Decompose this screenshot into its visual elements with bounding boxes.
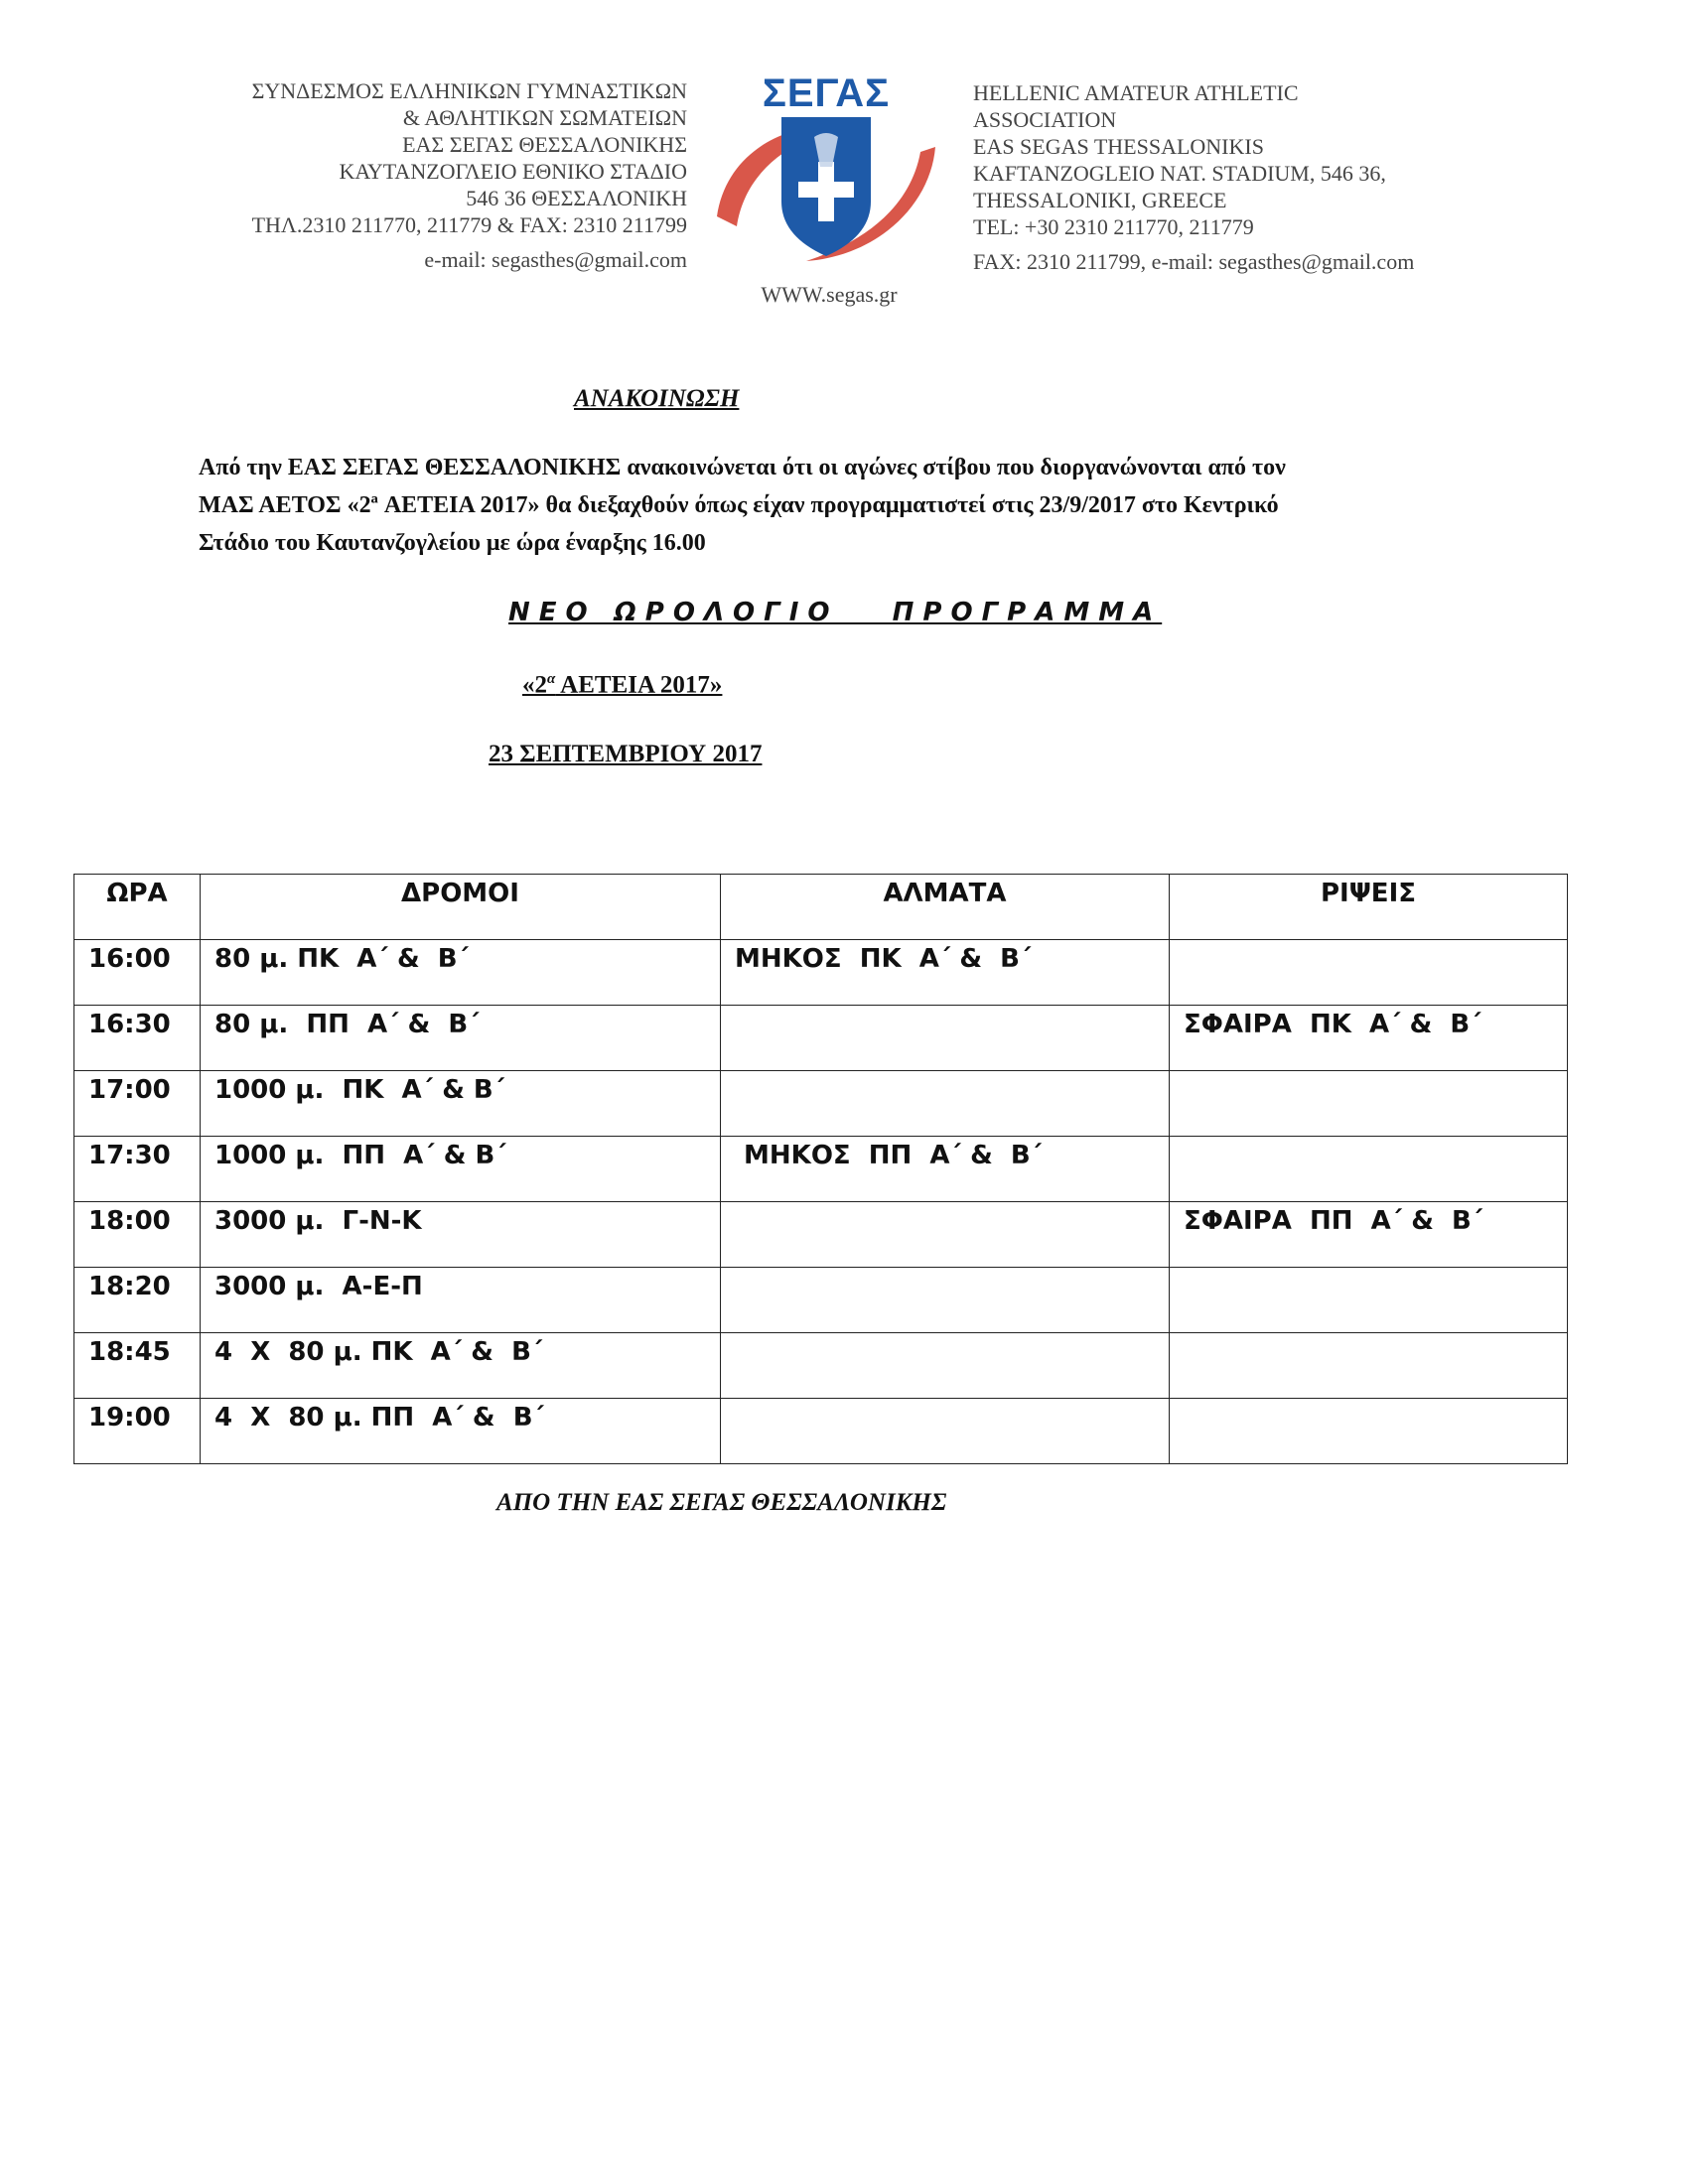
logo-emblem-icon bbox=[707, 107, 945, 266]
footer-signature: ΑΠΟ ΤΗΝ ΕΑΣ ΣΕΓΑΣ ΘΕΣΣΑΛΟΝΙΚΗΣ bbox=[496, 1489, 947, 1516]
cell-jumps: ΜΗΚΟΣ ΠΠ Α΄ & Β΄ bbox=[721, 1137, 1170, 1202]
table-header-row bbox=[74, 875, 1568, 940]
cell-throws bbox=[1170, 1333, 1568, 1399]
paragraph-line: ΜΑΣ ΑΕΤΟΣ «2ª ΑΕΤΕΙΑ 2017» θα διεξαχθούν όπως είχαν προγραμματιστεί στις 23/9/2017 στο Κεντρικό bbox=[199, 492, 1279, 518]
event-name-suffix: ΑΕΤΕΙΑ 2017» bbox=[555, 671, 723, 699]
header-right-line: HELLENIC AMATEUR ATHLETIC bbox=[973, 80, 1299, 105]
column-header-jumps: ΑΛΜΑΤΑ bbox=[721, 875, 1170, 940]
header-right-line: ASSOCIATION bbox=[973, 107, 1117, 132]
cell-jumps bbox=[721, 1268, 1170, 1333]
header-left-line: ΕΑΣ ΣΕΓΑΣ ΘΕΣΣΑΛΟΝΙΚΗΣ bbox=[402, 132, 687, 157]
cell-running: 1000 μ. ΠΠ Α΄ & Β΄ bbox=[201, 1137, 721, 1202]
cell-time: 19:00 bbox=[74, 1399, 201, 1464]
header-right-line: TEL: +30 2310 211770, 211779 bbox=[973, 214, 1254, 239]
cell-running: 80 μ. ΠΚ Α΄ & Β΄ bbox=[201, 940, 721, 1006]
cell-running: 4 Χ 80 μ. ΠΠ Α΄ & Β΄ bbox=[201, 1399, 721, 1464]
event-name bbox=[522, 671, 722, 699]
header-left-line: ΤΗΛ.2310 211770, 211779 & FAX: 2310 211799 bbox=[251, 212, 687, 237]
cell-running: 1000 μ. ΠΚ Α΄ & Β΄ bbox=[201, 1071, 721, 1137]
cell-running: 80 μ. ΠΠ Α΄ & Β΄ bbox=[201, 1006, 721, 1071]
column-header-running: ΔΡΟΜΟΙ bbox=[201, 875, 721, 940]
table-row bbox=[74, 1202, 1568, 1268]
table-row bbox=[74, 940, 1568, 1006]
column-header-time: ΩΡΑ bbox=[74, 875, 201, 940]
segas-logo bbox=[707, 71, 945, 270]
table-row bbox=[74, 1333, 1568, 1399]
event-name-prefix: «2 bbox=[522, 671, 547, 699]
event-date: 23 ΣΕΠΤΕΜΒΡΙΟΥ 2017 bbox=[489, 741, 763, 767]
cell-time: 16:30 bbox=[74, 1006, 201, 1071]
cell-time: 17:00 bbox=[74, 1071, 201, 1137]
header-greek-address bbox=[159, 77, 687, 273]
cell-throws: ΣΦΑΙΡΑ ΠΚ Α΄ & Β΄ bbox=[1170, 1006, 1568, 1071]
announcement-title: ΑΝΑΚΟΙΝΩΣΗ bbox=[574, 385, 740, 412]
cell-time: 16:00 bbox=[74, 940, 201, 1006]
header-right-line: EAS SEGAS THESSALONIKIS bbox=[973, 134, 1264, 159]
cell-throws: ΣΦΑΙΡΑ ΠΠ Α΄ & Β΄ bbox=[1170, 1202, 1568, 1268]
table-row bbox=[74, 1071, 1568, 1137]
header-left-line: 546 36 ΘΕΣΣΑΛΟΝΙΚΗ bbox=[466, 186, 687, 210]
event-name-superscript: α bbox=[547, 671, 556, 687]
cell-running: 4 Χ 80 μ. ΠΚ Α΄ & Β΄ bbox=[201, 1333, 721, 1399]
cell-time: 18:45 bbox=[74, 1333, 201, 1399]
paragraph-line: Στάδιο του Καυτανζογλείου με ώρα έναρξης 16.00 bbox=[199, 530, 706, 556]
cell-running: 3000 μ. Γ-Ν-Κ bbox=[201, 1202, 721, 1268]
cell-time: 18:00 bbox=[74, 1202, 201, 1268]
cell-throws bbox=[1170, 1268, 1568, 1333]
cell-throws bbox=[1170, 940, 1568, 1006]
cell-time: 18:20 bbox=[74, 1268, 201, 1333]
header-right-line: KAFTANZOGLEIO NAT. STADIUM, 546 36, bbox=[973, 161, 1386, 186]
header-left-line: & ΑΘΛΗΤΙΚΩΝ ΣΩΜΑΤΕΙΩΝ bbox=[402, 105, 687, 130]
table-row bbox=[74, 1399, 1568, 1464]
header-right-fax-email: FAX: 2310 211799, e-mail: segasthes@gmail.com bbox=[973, 249, 1415, 274]
website-link[interactable]: WWW.segas.gr bbox=[761, 282, 898, 307]
cell-jumps bbox=[721, 1399, 1170, 1464]
cell-jumps bbox=[721, 1333, 1170, 1399]
cell-running: 3000 μ. Α-Ε-Π bbox=[201, 1268, 721, 1333]
table-row bbox=[74, 1137, 1568, 1202]
announcement-paragraph bbox=[199, 449, 1509, 562]
column-header-throws: ΡΙΨΕΙΣ bbox=[1170, 875, 1568, 940]
cell-throws bbox=[1170, 1071, 1568, 1137]
cell-throws bbox=[1170, 1399, 1568, 1464]
cell-jumps: ΜΗΚΟΣ ΠΚ Α΄ & Β΄ bbox=[721, 940, 1170, 1006]
cell-jumps bbox=[721, 1071, 1170, 1137]
table-row bbox=[74, 1268, 1568, 1333]
logo-text: ΣΕΓΑΣ bbox=[762, 71, 891, 115]
schedule-table bbox=[73, 874, 1568, 1464]
header-right-line: THESSALONIKI, GREECE bbox=[973, 188, 1227, 212]
header-left-line: ΣΥΝΔΕΣΜΟΣ ΕΛΛΗΝΙΚΩΝ ΓΥΜΝΑΣΤΙΚΩΝ bbox=[251, 78, 687, 103]
schedule-subtitle: ΝΕΟ ΩΡΟΛΟΓΙΟ ΠΡΟΓΡΑΜΜΑ bbox=[508, 598, 1163, 627]
header-english-address bbox=[973, 79, 1489, 275]
header-left-email: e-mail: segasthes@gmail.com bbox=[424, 247, 687, 272]
cell-jumps bbox=[721, 1202, 1170, 1268]
table-row bbox=[74, 1006, 1568, 1071]
header-left-line: ΚΑΥΤΑΝΖΟΓΛΕΙΟ ΕΘΝΙΚΟ ΣΤΑΔΙΟ bbox=[339, 159, 687, 184]
cell-time: 17:30 bbox=[74, 1137, 201, 1202]
cell-jumps bbox=[721, 1006, 1170, 1071]
paragraph-line: Από την ΕΑΣ ΣΕΓΑΣ ΘΕΣΣΑΛΟΝΙΚΗΣ ανακοινώνεται ότι οι αγώνες στίβου που διοργανώνονται από τον bbox=[199, 455, 1286, 480]
cell-throws bbox=[1170, 1137, 1568, 1202]
